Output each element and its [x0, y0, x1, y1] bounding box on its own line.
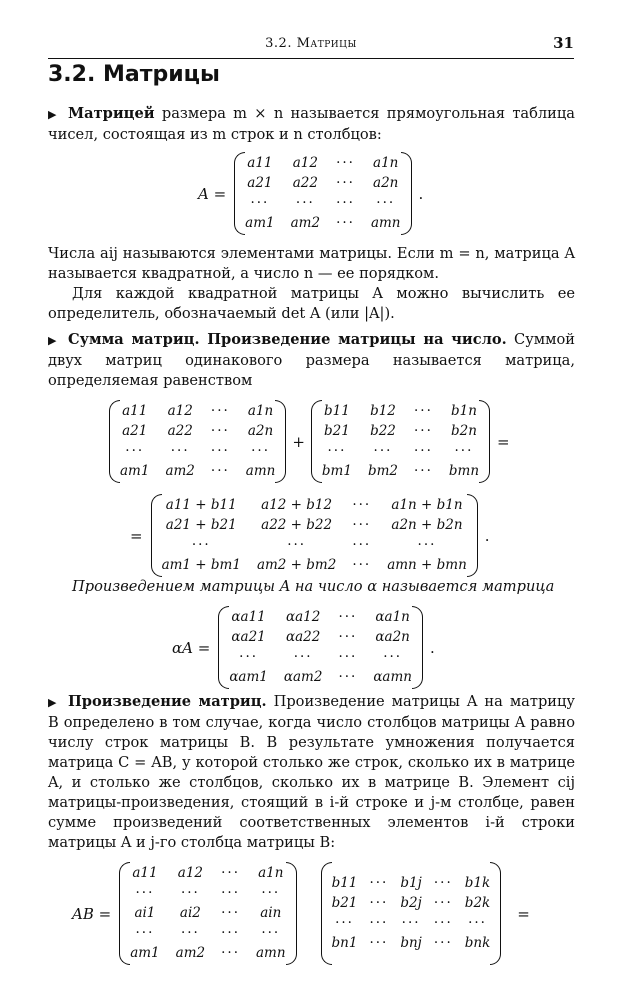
matrix-cell: a1n [258, 865, 284, 881]
matrix-cell: ··· [433, 895, 453, 911]
matrix-suffix: . [484, 526, 490, 545]
matrix-cell: ··· [261, 925, 281, 941]
matrix-cell: ··· [383, 649, 403, 665]
matrix-cell: ain [260, 905, 282, 921]
definition-text: размера m × n называется прямоугольная таблица чисел, состоящая из m строк и n столбцов: [48, 105, 575, 143]
matrix-cell: αam2 [283, 669, 323, 685]
matrix-cell: ··· [369, 935, 389, 951]
matrix-cell: ··· [335, 915, 354, 931]
left-paren [232, 152, 243, 235]
matrix-cell: b2n [450, 423, 477, 439]
matrix-cell: αa21 [231, 629, 266, 645]
plus-sign: + [292, 432, 305, 451]
matrix-cell: a11 + b11 [165, 497, 237, 513]
matrix-cell: am1 [130, 945, 160, 961]
matrix-cell: am1 + bm1 [161, 557, 241, 573]
matrix-cell: a22 [167, 423, 193, 439]
matrix-cell: a1n + b1n [391, 497, 463, 513]
matrix-cell: ··· [135, 885, 155, 901]
matrix-cell: ··· [180, 925, 200, 941]
matrix-cell: b22 [370, 423, 396, 439]
paragraph-determinant: Для каждой квадратной матрицы A можно вычислить ее определитель, обозначаемый det A (или |A|). [48, 285, 575, 322]
running-title: 3.2. Матрицы [265, 36, 357, 51]
matrix-cell: ··· [221, 945, 240, 961]
left-paren [107, 400, 118, 483]
right-paren [414, 606, 425, 689]
matrix-cell: ··· [251, 443, 270, 459]
matrix-cell: amn [245, 463, 276, 479]
matrix-cell: ··· [414, 463, 433, 479]
definition-product [48, 692, 575, 853]
matrix-suffix: . [429, 638, 435, 657]
matrix-cell: ··· [376, 195, 396, 211]
definition-sum [48, 330, 575, 391]
matrix-cell: a2n [373, 175, 399, 191]
matrix-cell: bmn [448, 463, 480, 479]
matrix-cell: ai2 [179, 905, 201, 921]
matrix-cell: ··· [221, 865, 240, 881]
matrix-cell: amn [255, 945, 286, 961]
matrix-cell: ··· [352, 497, 372, 513]
matrix-grid [128, 862, 287, 965]
matrix-cell: ··· [414, 443, 433, 459]
term-sum: Сумма матриц. Произведение матрицы на число. [68, 331, 507, 348]
matrix-cell: ··· [250, 195, 270, 211]
matrix-cell: αa22 [285, 629, 321, 645]
matrix-cell: αam1 [229, 669, 268, 685]
matrix-cell: a12 [177, 865, 203, 881]
matrix-cell: ··· [135, 925, 155, 941]
matrix-prefix: = [130, 526, 143, 545]
matrix-cell: amn [370, 215, 401, 231]
matrix-cell: b11 [324, 403, 350, 419]
matrix-cell: ··· [336, 175, 355, 191]
matrix-cell: a21 [122, 423, 148, 439]
matrix-cell: a1n [373, 155, 399, 171]
matrix-cell: a11 [122, 403, 148, 419]
matrix-cell: b11 [331, 875, 358, 891]
matrix-cell: αa12 [285, 609, 321, 625]
matrix-cell: ··· [287, 537, 307, 553]
matrix-cell: ··· [433, 935, 453, 951]
left-paren [309, 400, 320, 483]
matrix-cell: am2 [175, 945, 206, 961]
matrix-cell: ··· [221, 925, 240, 941]
matrix-cell: a2n [247, 423, 274, 439]
matrix-cell: ··· [125, 443, 145, 459]
matrix-grid [320, 400, 481, 483]
matrix-cell: ··· [170, 443, 190, 459]
definition-matrix [48, 104, 575, 145]
matrix-cell: ··· [336, 215, 355, 231]
matrix-cell: bm2 [367, 463, 398, 479]
matrix-prefix: αA = [172, 638, 211, 657]
matrix-cell: b21 [324, 423, 350, 439]
matrix-grid [243, 152, 402, 235]
triangle-marker-icon: ▶ [48, 334, 57, 347]
running-header [48, 30, 574, 59]
matrix-cell: ··· [293, 649, 313, 665]
matrix-cell: am2 + bm2 [256, 557, 337, 573]
matrix-cell: ··· [338, 629, 358, 645]
matrix-cell: a11 [132, 865, 158, 881]
matrix-cell: ai1 [134, 905, 156, 921]
right-paren [403, 152, 414, 235]
right-paren [288, 862, 299, 965]
matrix-cell: ··· [336, 155, 355, 171]
right-paren [492, 862, 503, 965]
matrix-cell: a21 [247, 175, 273, 191]
left-paren [216, 606, 227, 689]
matrix-cell: ··· [191, 537, 211, 553]
paragraph-elements: Числа aij называются элементами матрицы. Если m = n, матрица A называется квадратной, а число n — ее порядком. [48, 245, 575, 282]
matrix-prefix: AB = [72, 904, 112, 923]
matrix-cell: a11 [247, 155, 273, 171]
matrix-cell: bm1 [321, 463, 352, 479]
matrix-product [72, 862, 530, 965]
matrix-cell: a22 + b22 [261, 517, 333, 533]
matrix-cell: αamn [373, 669, 412, 685]
matrix-cell: ··· [373, 443, 393, 459]
matrix-cell: b1j [400, 875, 422, 891]
matrix-cell: a12 [167, 403, 193, 419]
matrix-cell: a22 [292, 175, 318, 191]
definition-text: Произведение матрицы A на матрицу B определено в том случае, когда число столбцов матрицы A равно числу строк матрицы B. В результате умножения получается матрица C = AB, у которой столько же строк, сколько их в матрице A, и столько же столбцов, сколько их в матрице B. Элемент cij матрицы-произведения, стоящий в i-й строке и j-м столбце, равен сумме произведений соответственных элементов i-й строки матрицы A и j-го столбца матрицы B: [48, 693, 575, 851]
matrix-cell: ··· [369, 875, 389, 891]
triangle-marker-icon: ▶ [48, 108, 57, 121]
matrix-cell: ··· [338, 609, 358, 625]
matrix-cell: ··· [454, 443, 474, 459]
matrix-grid [330, 872, 493, 955]
triangle-marker-icon: ▶ [48, 696, 57, 709]
matrix-cell: ··· [295, 195, 315, 211]
matrix-cell: a21 + b21 [165, 517, 237, 533]
matrix-cell: ··· [433, 875, 453, 891]
matrix-sum-a [107, 400, 510, 483]
matrix-cell: a12 [292, 155, 318, 171]
matrix-cell: ··· [433, 915, 453, 931]
matrix-cell: amn + bmn [387, 557, 467, 573]
matrix-grid [227, 606, 414, 689]
page-number: 31 [553, 34, 574, 52]
matrix-cell: ··· [261, 885, 281, 901]
matrix-cell: ··· [414, 403, 433, 419]
matrix-cell: ··· [210, 463, 230, 479]
matrix-cell: αa2n [375, 629, 410, 645]
matrix-cell: ··· [414, 423, 433, 439]
matrix-cell: ··· [336, 195, 355, 211]
matrix-cell: ··· [417, 537, 437, 553]
matrix-cell: b21 [331, 895, 358, 911]
matrix-cell: ··· [401, 915, 421, 931]
matrix-grid [118, 400, 277, 483]
matrix-cell: ··· [210, 443, 230, 459]
paragraph-scalar: Произведением матрицы A на число α называется матрица [72, 578, 555, 595]
matrix-cell: ··· [210, 403, 230, 419]
matrix-cell: ··· [180, 885, 200, 901]
matrix-cell: b2j [400, 895, 422, 911]
term-product: Произведение матриц. [68, 693, 267, 710]
matrix-scalar [172, 606, 435, 689]
matrix-suffix: = [517, 904, 530, 923]
matrix-cell: ··· [327, 443, 347, 459]
matrix-cell: ··· [369, 915, 389, 931]
matrix-cell: ··· [338, 649, 358, 665]
matrix-cell: αa11 [231, 609, 266, 625]
matrix-cell: bn1 [331, 935, 358, 951]
matrix-prefix: A = [198, 184, 227, 203]
matrix-cell: αa1n [375, 609, 410, 625]
matrix-suffix: = [497, 432, 510, 451]
matrix-cell: a1n [247, 403, 274, 419]
matrix-cell: am1 [120, 463, 150, 479]
definition-text: Суммой двух матриц одинакового размера называется матрица, определяемая равенством [48, 331, 575, 389]
matrix-cell: bnk [464, 935, 491, 951]
matrix-cell: ··· [239, 649, 259, 665]
matrix-cell: ··· [369, 895, 389, 911]
matrix-cell: b1n [450, 403, 477, 419]
term-matrix: Матрицей [68, 105, 155, 122]
section-title: 3.2. Матрицы [48, 62, 220, 87]
matrix-cell: ··· [352, 557, 372, 573]
left-paren [149, 494, 160, 577]
matrix-a [198, 152, 423, 235]
matrix-cell: bnj [400, 935, 422, 951]
matrix-cell: ··· [221, 885, 240, 901]
matrix-cell: ··· [210, 423, 230, 439]
matrix-cell: ··· [352, 537, 372, 553]
left-paren [319, 862, 330, 965]
matrix-cell: am1 [245, 215, 275, 231]
matrix-suffix: . [418, 184, 424, 203]
right-paren [469, 494, 480, 577]
left-paren [117, 862, 128, 965]
matrix-cell: am2 [290, 215, 321, 231]
matrix-cell: a2n + b2n [391, 517, 463, 533]
matrix-cell: ··· [468, 915, 487, 931]
matrix-cell: am2 [165, 463, 195, 479]
right-paren [481, 400, 492, 483]
matrix-cell: b2k [464, 895, 491, 911]
matrix-grid [160, 494, 469, 577]
matrix-cell: b12 [370, 403, 396, 419]
matrix-cell: ··· [221, 905, 240, 921]
matrix-cell: a12 + b12 [261, 497, 333, 513]
matrix-sum-result [130, 494, 490, 577]
matrix-cell: ··· [352, 517, 372, 533]
matrix-cell: ··· [338, 669, 358, 685]
right-paren [277, 400, 288, 483]
matrix-cell: b1k [464, 875, 491, 891]
